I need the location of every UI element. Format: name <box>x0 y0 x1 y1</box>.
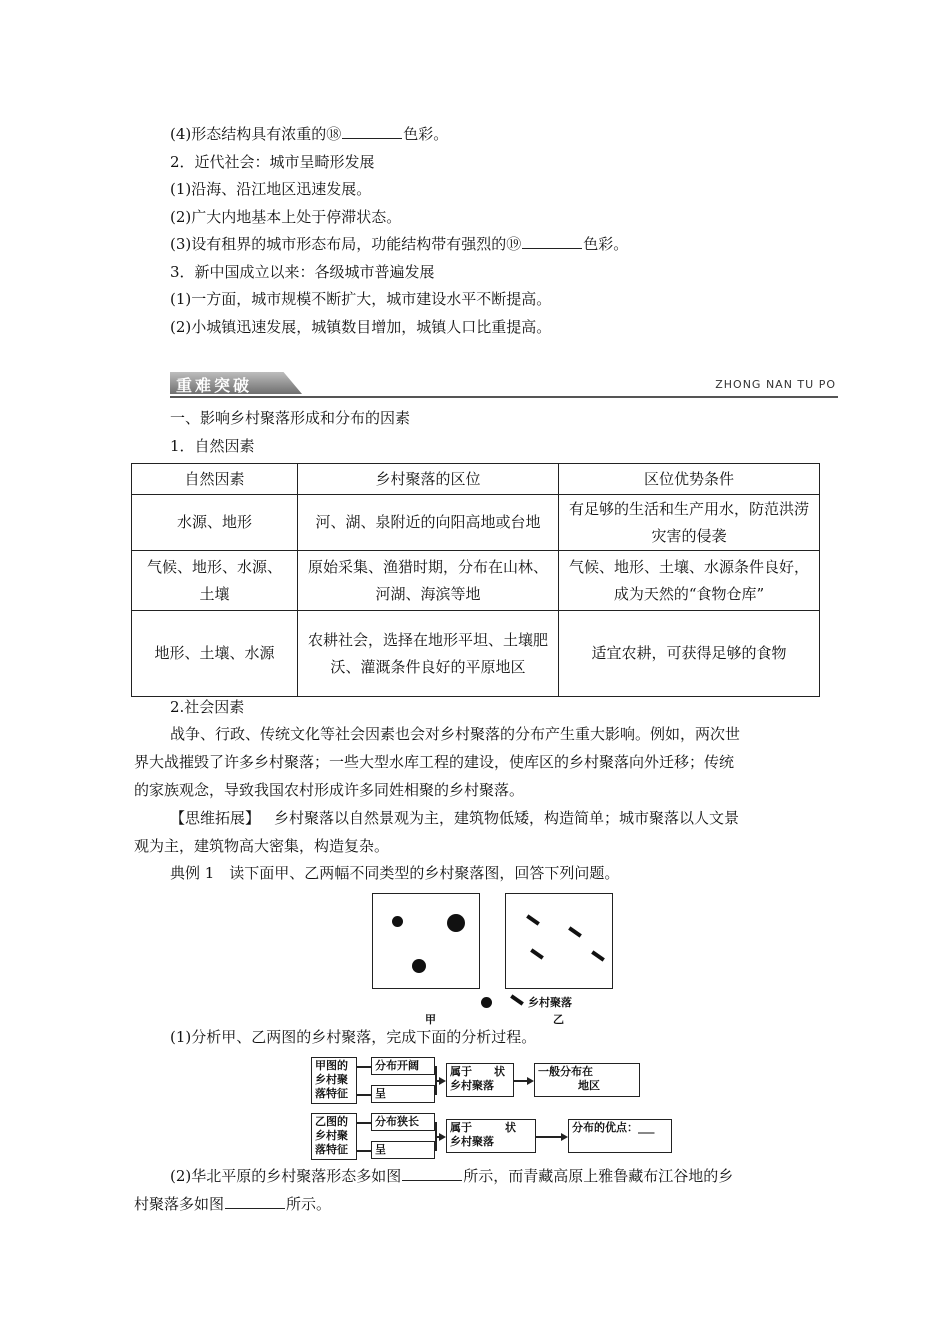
text: 乡村聚落以自然景观为主，建筑物低矮，构造简单；城市聚落以人文景 <box>274 809 740 827</box>
text: 属于 状 <box>450 1065 505 1078</box>
table-cell: 地形、土壤、水源 <box>132 611 298 697</box>
flow-a-box2[interactable]: 呈 <box>371 1085 435 1103</box>
text: 一般分布在 <box>538 1065 593 1078</box>
text: 所示，而青藏高原上雅鲁藏布江谷地的乡 <box>463 1167 734 1185</box>
text: 属于 状 <box>450 1121 516 1134</box>
flow-a-feature: 甲图的乡村聚落特征 <box>311 1057 357 1104</box>
text: 乡村聚落 <box>450 1079 494 1092</box>
figure-a-label: 甲 <box>425 1013 436 1026</box>
arrow-icon <box>561 1133 568 1141</box>
flow-a-type[interactable] <box>446 1063 514 1097</box>
subheading: 2.社会因素 <box>170 698 245 716</box>
text: 色彩。 <box>403 125 449 143</box>
legend-label: 乡村聚落 <box>528 996 572 1009</box>
text: 色彩。 <box>583 235 629 253</box>
subheading: 1．自然因素 <box>170 437 255 455</box>
text: (3)设有租界的城市形态布局，功能结构带有强烈的⑲ <box>170 235 522 253</box>
text: 所示。 <box>286 1195 332 1213</box>
settlement-dot <box>412 959 426 973</box>
settlement-dot <box>392 916 403 927</box>
table-cell: 河、湖、泉附近的向阳高地或台地 <box>298 495 559 551</box>
flow-b-feature: 乙图的乡村聚落特征 <box>311 1113 357 1160</box>
table-header: 乡村聚落的区位 <box>298 464 559 495</box>
table-header: 自然因素 <box>132 464 298 495</box>
flow-b-box2[interactable]: 呈 <box>371 1141 435 1159</box>
question-1: (1)分析甲、乙两图的乡村聚落，完成下面的分析过程。 <box>170 1028 537 1046</box>
paragraph-line: 观为主，建筑物高大密集，构造复杂。 <box>134 837 390 855</box>
table-row <box>132 495 820 551</box>
paragraph-line: 的家族观念，导致我国农村形成许多同姓相聚的乡村聚落。 <box>134 781 525 799</box>
connector <box>357 1150 371 1152</box>
flow-a-box1: 分布开阔 <box>371 1057 435 1075</box>
settlement-dot <box>447 914 465 932</box>
banner-title: 重难突破 <box>176 376 253 395</box>
legend-strip-icon <box>510 994 524 1005</box>
intro-line: 2．近代社会：城市呈畸形发展 <box>170 153 375 171</box>
answer-blank[interactable] <box>402 1166 462 1181</box>
tag: 【思维拓展】 <box>170 809 261 827</box>
intro-line: (1)沿海、沿江地区迅速发展。 <box>170 180 372 198</box>
arrow-icon <box>527 1077 534 1085</box>
settlement-strip <box>591 950 605 961</box>
table-cell: 气候、地形、水源、土壤 <box>132 551 298 611</box>
text: (2)华北平原的乡村聚落形态多如图 <box>170 1167 402 1185</box>
flow-a-distribution[interactable] <box>534 1063 640 1097</box>
section-banner <box>170 372 838 400</box>
text: (4)形态结构具有浓重的⑱ <box>170 125 342 143</box>
flow-b-type[interactable] <box>446 1119 536 1153</box>
answer-blank[interactable] <box>522 234 582 249</box>
text: 村聚落多如图 <box>134 1195 225 1213</box>
table-cell: 农耕社会，选择在地形平坦、土壤肥沃、灌溉条件良好的平原地区 <box>298 611 559 697</box>
figure-b-map <box>505 893 613 989</box>
factors-table <box>131 463 820 697</box>
section-heading: 一、影响乡村聚落形成和分布的因素 <box>170 409 411 427</box>
table-cell: 适宜农耕，可获得足够的食物 <box>559 611 820 697</box>
banner-subtitle: ZHONG NAN TU PO <box>715 378 836 391</box>
flow-b-advantage[interactable]: 分布的优点：___ <box>568 1119 672 1153</box>
intro-line: (2)小城镇迅速发展，城镇数目增加，城镇人口比重提高。 <box>170 318 552 336</box>
table-cell: 气候、地形、土壤、水源条件良好，成为天然的“食物仓库” <box>559 551 820 611</box>
arrow-icon <box>439 1077 446 1085</box>
intro-line <box>170 234 628 254</box>
connector <box>514 1080 528 1082</box>
settlement-strip <box>526 914 540 925</box>
table-header-row <box>132 464 820 495</box>
connector <box>357 1094 371 1096</box>
table-cell: 原始采集、渔猎时期，分布在山林、河湖、海滨等地 <box>298 551 559 611</box>
table-row <box>132 611 820 697</box>
legend-dot-icon <box>481 997 492 1008</box>
answer-blank[interactable] <box>342 124 402 139</box>
question-2-line <box>170 1166 733 1186</box>
arrow-icon <box>439 1133 446 1141</box>
flow-b-box1: 分布狭长 <box>371 1113 435 1131</box>
banner-divider <box>170 396 838 398</box>
answer-blank[interactable] <box>225 1194 285 1209</box>
connector <box>357 1066 371 1068</box>
intro-line: (1)一方面，城市规模不断扩大，城市建设水平不断提高。 <box>170 290 552 308</box>
connector <box>357 1122 371 1124</box>
intro-line <box>170 124 448 144</box>
intro-line: 3．新中国成立以来：各级城市普遍发展 <box>170 263 435 281</box>
settlement-strip <box>530 948 544 959</box>
intro-line: (2)广大内地基本上处于停滞状态。 <box>170 208 402 226</box>
table-row <box>132 551 820 611</box>
settlement-strip <box>568 926 582 937</box>
table-cell: 有足够的生活和生产用水，防范洪涝灾害的侵袭 <box>559 495 820 551</box>
table-cell: 水源、地形 <box>132 495 298 551</box>
table-header: 区位优势条件 <box>559 464 820 495</box>
paragraph-line: 界大战摧毁了许多乡村聚落；一些大型水库工程的建设，使库区的乡村聚落向外迁移；传统 <box>134 753 735 771</box>
figure-b-label: 乙 <box>553 1013 564 1026</box>
question-2-line <box>134 1194 331 1214</box>
text: 乡村聚落 <box>450 1135 494 1148</box>
example-heading: 典例 1 读下面甲、乙两幅不同类型的乡村聚落图，回答下列问题。 <box>170 864 620 882</box>
figure-a-map <box>372 893 480 989</box>
text: 地区 <box>578 1079 600 1092</box>
paragraph-line: 战争、行政、传统文化等社会因素也会对乡村聚落的分布产生重大影响。例如，两次世 <box>170 725 741 743</box>
connector <box>536 1136 562 1138</box>
paragraph-line <box>170 808 739 828</box>
